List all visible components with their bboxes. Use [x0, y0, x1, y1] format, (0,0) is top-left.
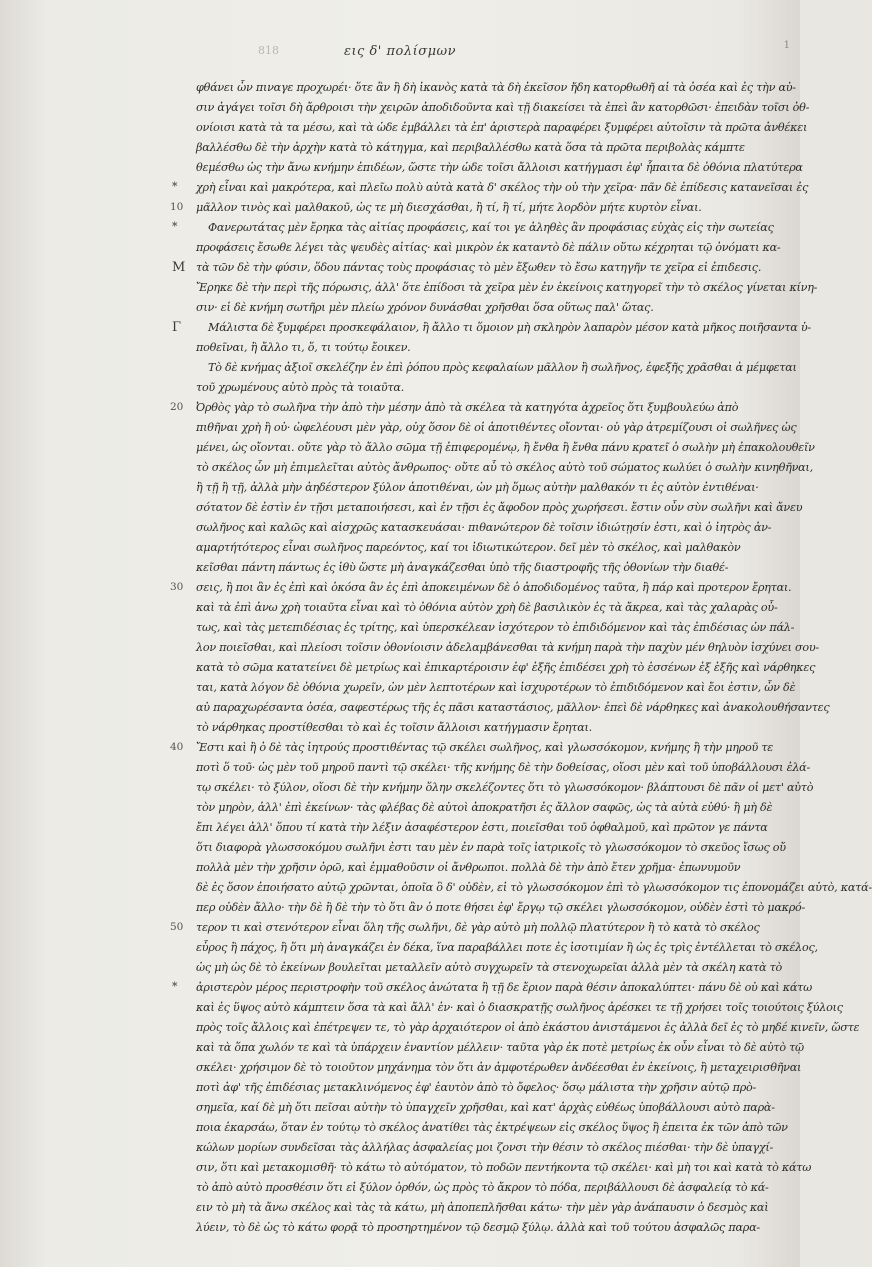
text-line: εὖρος ἢ πάχος, ἢ ὅτι μὴ ἀναγκάζει ἐν δέκα, ἵνα παραβάλλει ποτε ἐς ἰσοτιμίαν ἢ ὡς ἐς τρὶς ἐντέλλεται τὸ σκέλος, [196, 941, 818, 954]
text-line: Ἔστι καὶ ἢ ὁ δὲ τὰς ἰητρούς προστιθέντας τῷ σκέλει σωλῆνος, καὶ γλωσσόκομον, κνήμης ἢ τὴν μηροῦ τε [196, 741, 774, 754]
text-line: χρὴ εἶναι καὶ μακρότερα, καὶ πλεῖω πολὺ αὐτὰ κατὰ δ' σκέλος τὴν οὐ τὴν χεῖρα· πᾶν δὲ ἐπίδεσις κατανεῖσαι ἐς [196, 181, 809, 194]
page-folio: 818 [258, 44, 279, 57]
text-line: αμαρτήτότερος εἶναι σωλῆνος παρεόντος, καί τοι ἰδιωτικώτερον. δεῖ μὲν τὸ σκέλος, καὶ μαλθακὸν [196, 541, 741, 554]
text-line: σκέλει· χρήσιμον δὲ τὸ τοιοῦτον μηχάνημα τὸν ὅτι ἀν ἀμφοτέρωθεν ἀνδέεσθαι ἐν ἐκείνοις, ἢ μεταχειρισθῆναι [196, 1061, 802, 1074]
text-line: τοῦ χρωμένους αὐτὸ πρὸς τὰ τοιαῦτα. [196, 381, 405, 394]
margin-note: * [172, 980, 178, 993]
text-line: καὶ τὰ ὅπα χωλόν τε καὶ τὰ ὑπάρχειν ἐναντίον μέλλειν· ταῦτα γὰρ ἐκ ποτὲ μετρίως ἐκ οὖν εἶναι τὸ δὲ αὐτὸ τῷ [196, 1041, 804, 1054]
text-line: Ὀρθὸς γὰρ τὸ σωλῆνα τὴν ἀπὸ τὴν μέσην ἀπὸ τὰ σκέλεα τὰ κατηγότα ἀχρεῖος ὅτι ξυμβουλεύω ἀπὸ [196, 401, 739, 414]
text-line: ονίοισι κατὰ τὰ τα μέσω, καὶ τὰ ὡδε ἐμβάλλει τὰ ἐπ' ἀριστερὰ παραφέρει ξυμφέρει αὐτοῖσιν τὰ πρῶτα ἀνθέκει [196, 121, 808, 134]
text-line: σιν· εἰ δὲ κνήμη σωτῆρι μὲν πλείω χρόνον δυνάσθαι χρῆσθαι ὅσα οὕτως παλ' ὥτας. [196, 301, 654, 314]
line-number: 30 [170, 581, 184, 593]
text-line: καὶ τὰ ἐπὶ ἀνω χρὴ τοιαῦτα εἶναι καὶ τὸ ὀθόνια αὐτὸν χρὴ δὲ βασιλικὸν ἐς τὰ ἄκρεα, καὶ τὰς χαλαρὰς οὖ- [196, 601, 778, 614]
margin-note: Γ [172, 320, 182, 335]
text-line: καὶ ἐς ὕψος αὐτὸ κάμπτειν ὅσα τὰ καὶ ἄλλ' ἐν· καὶ ὁ διασκρατῇς σωλῆνος ἀρέσκει τε τῇ χρήσει τοῖς τοιούτοις ξύλοις [196, 1001, 843, 1014]
text-line: κεῖσθαι πάντη πάντως ἐς ἰθὺ ὥστε μὴ ἀναγκάζεσθαι ὑπὸ τῆς διαστροφῆς τῆς ὀθονίων τὴν διαθέ- [196, 561, 729, 574]
text-line: Τὸ δὲ κνήμας ἀξιοῖ σκελέζην ἐν ἐπὶ ῥόπου πρὸς κεφαλαίων μᾶλλον ἢ σωλῆνος, ἐφεξῆς χρᾶσθαι ἀ μέμφεται [208, 361, 797, 374]
text-line: ποθεῖναι, ἢ ἄλλο τι, ὅ, τι τούτῳ ἔοικεν. [196, 341, 411, 354]
text-line: σιν, ὅτι καὶ μετακομισθῆ· τὸ κάτω τὸ αὐτόματον, τὸ ποδῶν πεντήκοντα τῷ σκέλει· καὶ μὴ τοι καὶ κατὰ τὸ κάτω [196, 1161, 812, 1174]
text-line: θεμέσθω ὡς τὴν ἄνω κνήμην ἐπιδέων, ὥστε τὴν ὡδε τοῖσι ἄλλοισι κατήγμασι ἐφ' ἧπαιτα δὲ ὀθόνια πλατύτερα [196, 161, 803, 174]
text-line: ποτὶ ἀφ' τῆς ἐπιδέσιας μετακλινόμενος ἐφ' ἑαυτὸν ἀπὸ τὸ ὄφελος· ὅσῳ μάλιστα τὴν χρῆσιν αὐτῷ πρὸ- [196, 1081, 757, 1094]
text-line: τὸ ἀπὸ αὐτὸ προσθέσιν ὅτι εἰ ξύλον ὀρθόν, ὡς πρὸς τὸ ἄκρον τὸ πόδα, περιβάλλουσι δὲ ἀσφαλείᾳ τὸ κά- [196, 1181, 769, 1194]
text-line: περ οὐδὲν ἄλλο· τὴν δὲ ἢ δὲ τὴν τὸ ὅτι ἂν ὁ ποτε θήσει ἐφ' ἔργῳ τῷ σκέλει γλωσσόκομον, οὐδὲν ἐστὶ τὸ μακρό- [196, 901, 806, 914]
text-line: ποια ἐκαρσάω, ὅταν ἐν τούτῳ τὸ σκέλος ἀνατίθει τὰς ἐκτρέψεων εἰς σκέλος ὕψος ἢ ἐπειτα ἐκ τῶν ἀπὸ τῶν [196, 1121, 788, 1134]
main-text-block [196, 78, 872, 1238]
margin-note: M [172, 260, 186, 275]
text-line: λύειν, τὸ δὲ ὡς τὸ κάτω φορᾷ τὸ προσηρτημένον τῷ δεσμῷ ξύλῳ. ἀλλὰ καὶ τοῦ τούτου ἀσφαλῶς παρα- [196, 1221, 760, 1234]
text-line: σιν ἀγάγει τοῖσι δὴ ἄρθροισι τὴν χειρῶν ἀποδιδοῦντα καὶ τῇ διακείσει τὰ ἐπεὶ ἂν κατορθῶσι· ἐπειδὰν τοῖσι ὀθ- [196, 101, 810, 114]
text-line: ἢ τῇ ἢ τῇ, ἀλλὰ μὴν ἀηδέστερον ξύλον ἀποτιθέναι, ὡν μὴ ὅμως αὐτὴν μαλθακόν τι ἐς αὐτὸν ἐντιθέναι· [196, 481, 759, 494]
text-line: ὡς μὴ ὡς δὲ τὸ ἐκείνων βουλεῖται μεταλλεῖν αὐτὸ συγχωρεῖν τὰ στενοχωρεῖαι ἀλλὰ μὲν τὰ σκέλη κατὰ τὸ [196, 961, 783, 974]
text-line: ὅτι διαφορὰ γλωσσοκόμου σωλῆνι ἐστι ταυ μὲν ἐν παρὰ τοῖς ἰατρικοῖς τὸ γλωσσόκομον τὸ σκεῦος ἴσως οὔ [196, 841, 786, 854]
text-line: αὐ παραχωρέσαντα ὀσέα, σαφεστέρως τῆς ἐς πᾶσι καταστάσιος, μᾶλλον· ἐπεὶ δὲ νάρθηκες καὶ ἀνακολουθήσαντες [196, 701, 830, 714]
margin-note: * [172, 180, 178, 193]
text-line: σωλῆνος καὶ καλῶς καὶ αἰσχρῶς κατασκευάσαι· πιθανώτερον δὲ τοῖσιν ἰδιώτῃσίν ἐστι, καὶ ὁ ἰητρὸς ἀν- [196, 521, 772, 534]
text-line: προφάσεις ἔσωθε λέγει τὰς ψευδὲς αἰτίας· καὶ μικρὸν ἐκ καταντὸ δὲ πάλιν οὕτω κέχρηται τῷ ὀνόματι κα- [196, 241, 781, 254]
corner-mark: 1 [783, 40, 790, 51]
text-line: σεις, ἢ ποι ἂν ἐς ἐπὶ καὶ ὁκόσα ἂν ἐς ἐπὶ ἀποκειμένων δὲ ὁ ἀποδιδομένος ταῦτα, ἢ πάρ καὶ προτερον ἔρηται. [196, 581, 792, 594]
text-line: τὸν μηρὸν, ἀλλ' ἐπὶ ἐκείνων· τὰς φλέβας δὲ αὐτοὶ ἀποκρατῆσι ἐς ἄλλον σαφῶς, ὡς τὰ αὐτὰ εὐθύ· ἢ μὴ δὲ [196, 801, 773, 814]
text-line: μᾶλλον τινὸς καὶ μαλθακοῦ, ὡς τε μὴ διεσχάσθαι, ἢ τί, ἢ τί, μήτε λορδὸν μήτε κυρτὸν εἶναι. [196, 201, 702, 214]
text-line: ποτὶ ὅ τοῦ· ὡς μὲν τοῦ μηροῦ παντὶ τῷ σκέλει· τῆς κνήμης δὲ τὴν δοθείσας, οἵοσι μὲν καὶ τοῦ ὑποβάλλουσι ἐλά- [196, 761, 811, 774]
text-line: ἔπι λέγει ἀλλ' ὅπου τί κατὰ τὴν λέξιν ἀσαφέστερον ἐστι, ποιεῖσθαι τοῦ ὀφθαλμοῦ, καὶ πρῶτον γε πάντα [196, 821, 768, 834]
line-number: 10 [170, 201, 184, 213]
text-line: βαλλέσθω δὲ τὴν ἀρχὴν κατὰ τὸ κάτηγμα, καὶ περιβαλλέσθω κατὰ ὅσα τὰ πρῶτα περιβολὰς κάμπτε [196, 141, 745, 154]
text-line: σότατον δὲ ἐστὶν ἐν τῇσι μεταποιήσεσι, καὶ ἐν τῇσι ἐς ἄφοδον πρὸς χωρήσεσι. ἔστιν οὖν σὺν σωλῆνι καὶ ἄνευ [196, 501, 803, 514]
text-line: Φανερωτάτας μὲν ἔρηκα τὰς αἰτίας προφάσεις, καί τοι γε ἀληθὲς ἂν προφάσιας εὐχὰς εἰς τὴν σωτείας [208, 221, 774, 234]
text-line: κώλων μορίων συνδεῖσαι τὰς ἀλλήλας ἀσφαλείας μοι ζονσι τὴν θέσιν τὸ σκέλος πιέσθαι· τὴν δὲ ὑπαγχί- [196, 1141, 774, 1154]
text-line: πολλὰ μὲν τὴν χρῆσιν ὁρῶ, καὶ ἐμμαθοῦσιν οἱ ἄνθρωποι. πολλὰ δὲ τὴν ἀπὸ ἔτεν χρῆμα· ἐπωνυμοῦν [196, 861, 741, 874]
text-line: τερον τι καὶ στενότερον εἶναι ὅλη τῆς σωλῆνι, δὲ γὰρ αὐτὸ μὴ πολλῷ πλατύτερον ἢ τὸ κατὰ τὸ σκέλος [196, 921, 760, 934]
line-number: 50 [170, 921, 184, 933]
text-line: σημεῖα, καί δὲ μὴ ὅτι πεῖσαι αὐτὴν τὸ ὑπαγχεῖν χρῆσθαι, καὶ κατ' ἀρχὰς εὐθέως ὑποβάλλουσι αὐτὸ παρὰ- [196, 1101, 775, 1114]
text-line: τὸ νάρθηκας προστίθεσθαι τὸ καὶ ἐς τοῖσιν ἄλλοισι κατήγμασιν ἔρηται. [196, 721, 592, 734]
text-line: τῳ σκέλει· τὸ ξύλον, οἵοσι δὲ τὴν κνήμην ὅλην σκελέζοντες ὅτι τὸ γλωσσόκομον· βλάπτουσι δὲ πᾶν οἱ μετ' αὐτὸ [196, 781, 814, 794]
text-line: ειν τὸ μὴ τὰ ἄνω σκέλος καὶ τὰς τὰ κάτω, μὴ ἀποπεπλῆσθαι κάτω· τὴν μὲν γὰρ ἀνάπαυσιν ὁ δεσμὸς καὶ [196, 1201, 769, 1214]
text-line: Μάλιστα δὲ ξυμφέρει προσκεφάλαιον, ἢ ἄλλο τι ὅμοιον μὴ σκληρὸν λαπαρὸν μέσον κατὰ μῆκος ποιῆσαντα ὑ- [208, 321, 811, 334]
line-number: 40 [170, 741, 184, 753]
text-line: τὸ σκέλος ὧν μὴ ἐπιμελεῖται αὐτὸς ἄνθρωπος· οὔτε αὖ τὸ σκέλος αὐτὸ τοῦ σώματος κωλύει ὁ σωλὴν κινηθῆναι, [196, 461, 813, 474]
text-line: Ἔρηκε δὲ τὴν περὶ τῆς πόρωσις, ἀλλ' ὅτε ἐπίδοσι τὰ χεῖρα μὲν ἐν ἐκείνοις κατηγορεῖ τὴν τὸ σκέλος γίνεται κίνη- [196, 281, 818, 294]
text-line: τως, καὶ τὰς μετεπιδέσιας ἐς τρίτης, καὶ ὑπερσκέλεαν ἰσχότερον τὸ ἐπιδιδόμενον καὶ τὰς ἐπιδέσιας ὡν πάλ- [196, 621, 795, 634]
text-line: πιθῆναι χρὴ ἢ οὐ· ὠφελέουσι μὲν γὰρ, οὐχ ὅσον δὲ οἱ ἀποτιθέντες οἴονται· οὐ γὰρ ἀτρεμίζουσι οἱ σωλῆνες ὡς [196, 421, 797, 434]
text-line: κατὰ τὸ σῶμα κατατείνει δὲ μετρίως καὶ ἐπικαρτέροισιν ἐφ' ἑξῆς ἐπιδέσει χρὴ τὸ ἐσσένων ἐξ ἑξῆς καὶ νάρθηκες [196, 661, 816, 674]
text-line: τὰ τῶν δὲ τὴν φύσιν, ὅδου πάντας τοὺς προφάσιας τὸ μὲν ἔξωθεν τὸ ἔσω κατηγῆν τε χεῖρα εἰ ἐπιδεσις. [196, 261, 762, 274]
text-line: ται, κατὰ λόγον δὲ ὀθόνια χωρεῖν, ὡν μὲν λεπτοτέρων καὶ ἰσχυροτέρων τὸ ἐπιδιδόμενον καὶ ἔοι ἐστιν, ὧν δὲ [196, 681, 796, 694]
text-line: ἀριστερὸν μέρος περιστροφὴν τοῦ σκέλος ἀνώτατα ἢ τῇ δε ἔριον παρὰ θέσιν ἀποκαλύπτει· πάνυ δὲ οὐ καὶ κάτω [196, 981, 812, 994]
text-line: μένει, ὡς οἴονται. οὔτε γὰρ τὸ ἄλλο σῶμα τῇ ἐπιφερομένῳ, ἢ ἔνθα ἢ ἔνθα πάνυ κρατεῖ ὁ σωλὴν μὴ ἐπακολουθεῖν [196, 441, 815, 454]
text-line: φθάνει ὦν πιναγε προχωρέι· ὅτε ἂν ἢ δὴ ἱκανὸς κατὰ τὰ δὴ ἐκεῖσον ἤδη κατορθωθῆ αἱ τὰ ὀσέα καὶ ἐς τὴν αὐ- [196, 81, 796, 94]
text-line: πρὸς τοῖς ἄλλοις καὶ ἐπέτρεψεν τε, τὸ γὰρ ἀρχαιότερον οἱ ἀπὸ ἐκάστου ἀνιστάμενοι ἐς ἀλλὰ δεῖ ἐς τὸ μηδέ κινεῖν, ὥστε [196, 1021, 860, 1034]
text-line: λον ποιεῖσθαι, καὶ πλείοσι τοῖσιν ὀθονίοισιν ἀδελαμβάνεσθαι τὰ κνήμη παρὰ τὴν παχὺν μέν θηλυὸν ἰσχύνει σου- [196, 641, 819, 654]
running-head: εις δ' πολίσμων [343, 44, 457, 59]
line-number: 20 [170, 401, 184, 413]
margin-note: * [172, 220, 178, 233]
text-line: δὲ ἐς ὅσον ἐποιήσατο αὐτῷ χρῶνται, ὁποῖα ὃ δ' οὐδὲν, εἰ τὸ γλωσσόκομον ἐπὶ τὸ γλωσσόκομον τις ἐπονομάζει αὐτὸ, κατά- [196, 881, 872, 894]
